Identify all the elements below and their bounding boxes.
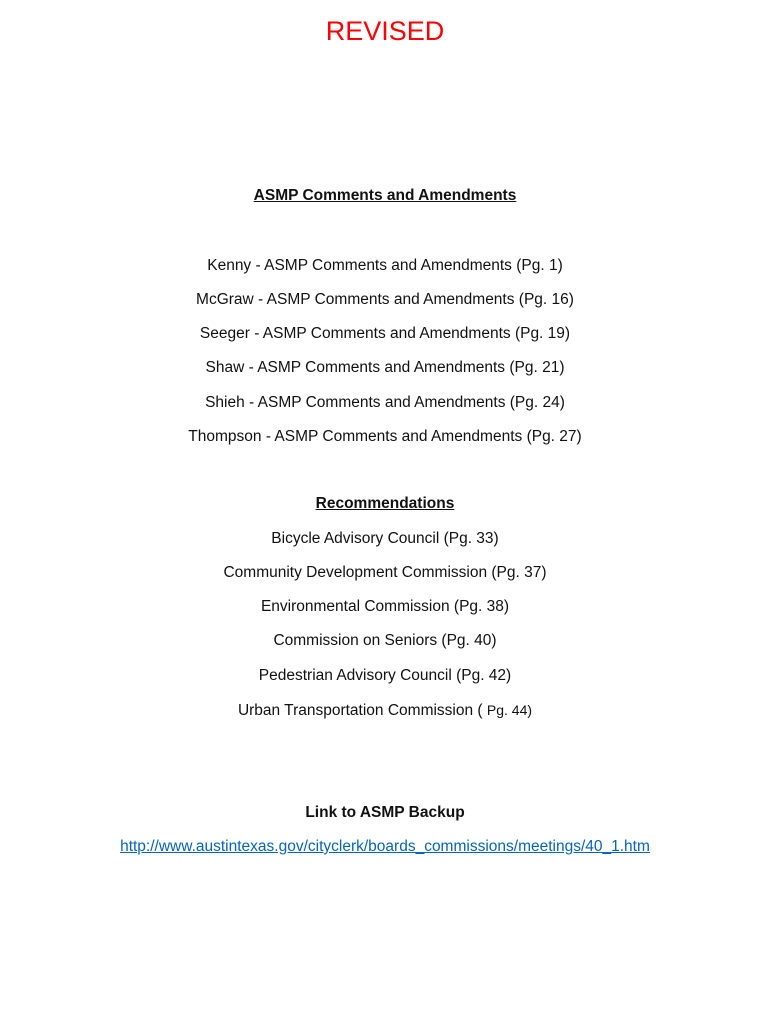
recommendation-item-urban-transportation [0,700,770,721]
backup-heading: Link to ASMP Backup [305,804,465,821]
urban-transportation-label: Urban Transportation Commission ( [237,702,487,719]
asmp-item-kenny: Kenny - ASMP Comments and Amendments (Pg. 1) [207,257,563,274]
asmp-item-mcgraw: McGraw - ASMP Comments and Amendments (Pg. 16) [196,291,574,308]
revised-stamp: REVISED [325,16,445,46]
recommendations-heading: Recommendations [315,495,455,512]
urban-transportation-page: Pg. 44) [486,702,533,718]
asmp-item-shaw: Shaw - ASMP Comments and Amendments (Pg. 21) [205,359,565,376]
recommendation-item-community-development: Community Development Commission (Pg. 37) [223,564,547,581]
asmp-item-shieh: Shieh - ASMP Comments and Amendments (Pg. 24) [205,394,565,411]
recommendation-item-pedestrian: Pedestrian Advisory Council (Pg. 42) [258,667,512,684]
asmp-item-seeger: Seeger - ASMP Comments and Amendments (Pg. 19) [199,325,571,342]
asmp-item-thompson: Thompson - ASMP Comments and Amendments (Pg. 27) [188,428,582,445]
backup-link-row [0,837,770,857]
recommendation-item-seniors: Commission on Seniors (Pg. 40) [273,632,497,649]
recommendation-item-bicycle: Bicycle Advisory Council (Pg. 33) [271,530,499,547]
recommendation-item-environmental: Environmental Commission (Pg. 38) [260,598,510,615]
asmp-backup-link[interactable]: http://www.austintexas.gov/cityclerk/boards_commissions/meetings/40_1.htm [120,838,650,855]
asmp-section-heading: ASMP Comments and Amendments [253,187,517,204]
